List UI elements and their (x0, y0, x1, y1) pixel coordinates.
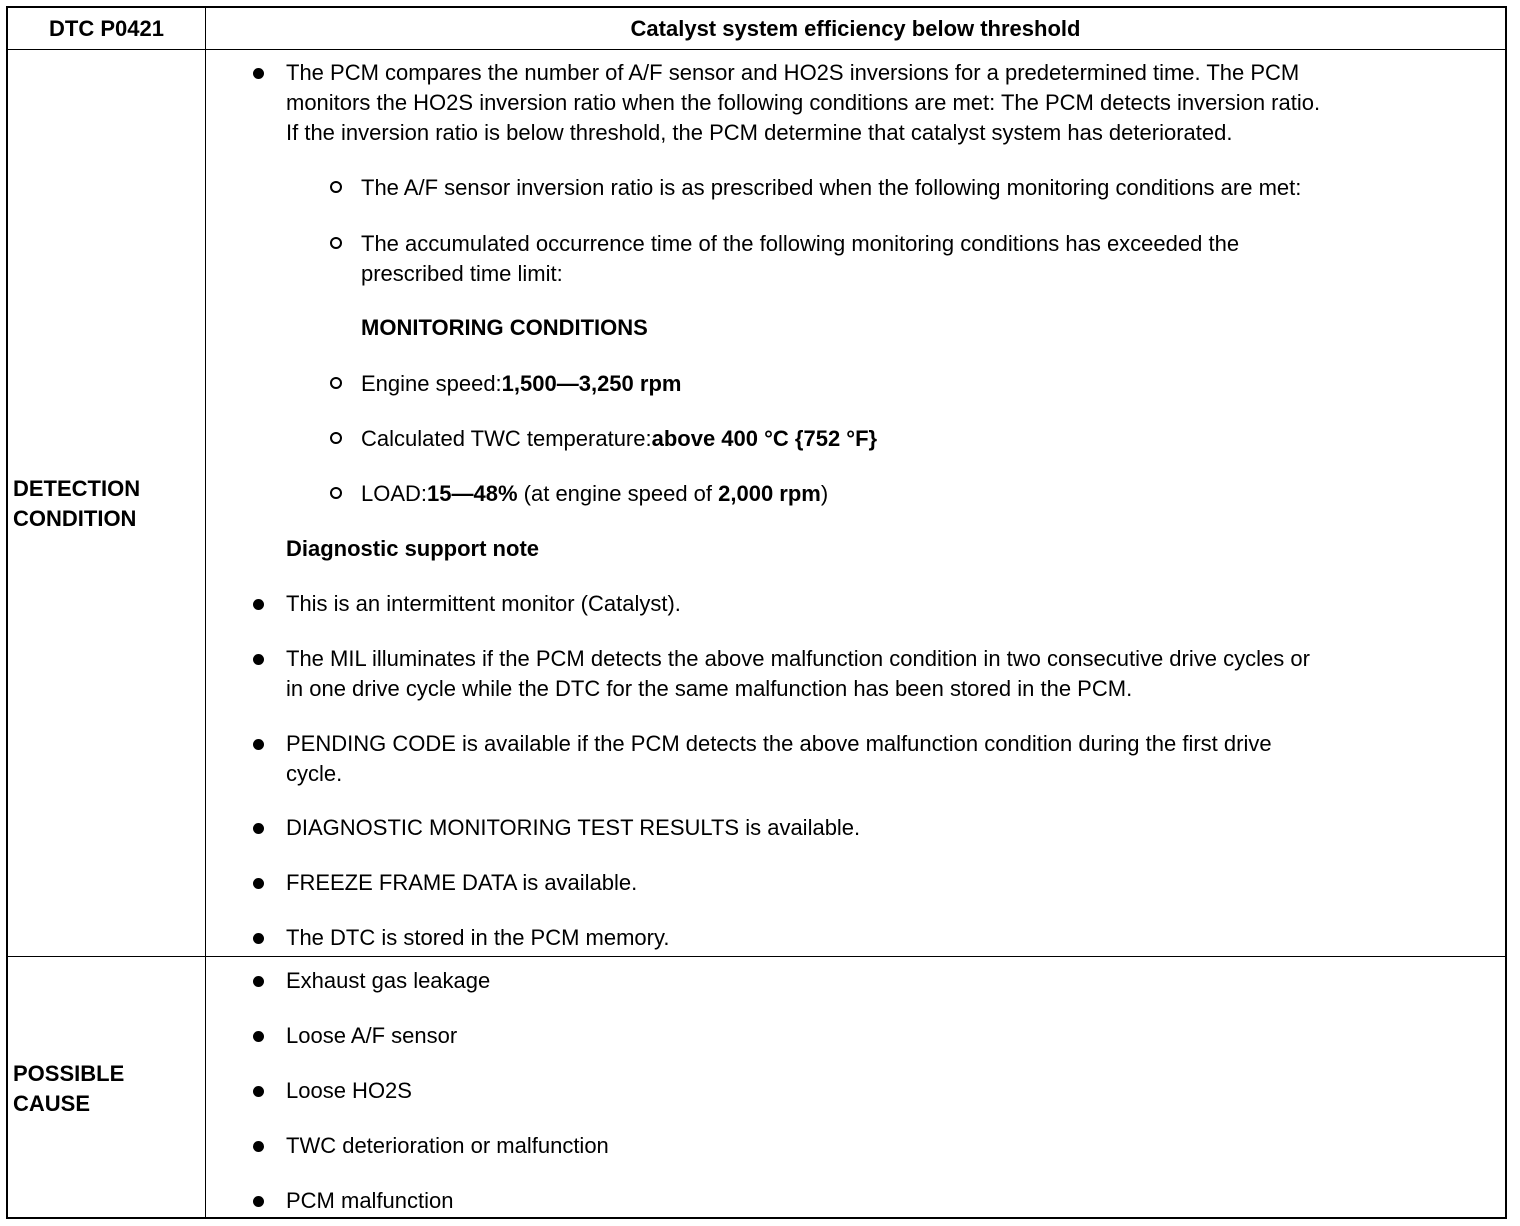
circle-bullet-icon (330, 487, 342, 499)
bullet-icon (253, 68, 264, 79)
intro-line: If the inversion ratio is below threshold, the PCM determine that catalyst system has deteriorated. (286, 120, 1233, 145)
possible-cause-label (13, 1059, 124, 1119)
note-item-cont: cycle. (286, 761, 343, 786)
bullet-icon (253, 739, 264, 750)
cause-item: PCM malfunction (286, 1188, 454, 1213)
bullet-icon (253, 654, 264, 665)
detection-label (13, 474, 140, 534)
column-divider (205, 8, 206, 1217)
cause-item: TWC deterioration or malfunction (286, 1133, 609, 1158)
cause-label-line1: POSSIBLE (13, 1061, 125, 1086)
circle-bullet-icon (330, 237, 342, 249)
bullet-icon (253, 599, 264, 610)
cause-item: Loose HO2S (286, 1078, 412, 1103)
intro-line: monitors the HO2S inversion ratio when the following conditions are met: The PCM detects inversion ratio. (286, 90, 1321, 115)
load-rpm: 2,000 rpm (718, 481, 821, 506)
twc-temperature-condition (361, 424, 877, 454)
load-mid: (at engine speed of (517, 481, 719, 506)
detection-label-line1: DETECTION (13, 476, 141, 501)
load-end: ) (820, 481, 829, 506)
cause-item: Loose A/F sensor (286, 1023, 458, 1048)
bullet-icon (253, 976, 264, 987)
dtc-table (6, 6, 1507, 1219)
note-item-cont: in one drive cycle while the DTC for the same malfunction has been stored in the PCM. (286, 676, 1133, 701)
detection-label-line2: CONDITION (13, 506, 137, 531)
bullet-icon (253, 1196, 264, 1207)
bullet-icon (253, 823, 264, 834)
bullet-icon (253, 933, 264, 944)
note-item: The DTC is stored in the PCM memory. (286, 925, 670, 950)
dtc-title: Catalyst system efficiency below threshold (630, 15, 1081, 41)
bullet-icon (253, 1141, 264, 1152)
engine-speed-label: Engine speed: (361, 371, 502, 396)
bullet-icon (253, 878, 264, 889)
dtc-code: DTC P0421 (49, 15, 164, 41)
load-label: LOAD: (361, 481, 428, 506)
twc-value: above 400 °C {752 °F} (651, 426, 878, 451)
note-item: This is an intermittent monitor (Catalyst). (286, 591, 681, 616)
intro-line: The PCM compares the number of A/F sensor and HO2S inversions for a predetermined time. The PCM (286, 60, 1300, 85)
note-item: The MIL illuminates if the PCM detects the above malfunction condition in two consecutive drive cycles or (286, 646, 1310, 671)
bullet-icon (253, 1086, 264, 1097)
bullet-icon (253, 1031, 264, 1042)
header-divider (8, 49, 1505, 50)
sub-item-2-cont: prescribed time limit: (361, 261, 563, 286)
twc-label: Calculated TWC temperature: (361, 426, 652, 451)
engine-speed-value: 1,500—3,250 rpm (501, 371, 682, 396)
engine-speed-condition (361, 369, 681, 399)
note-item: PENDING CODE is available if the PCM detects the above malfunction condition during the first drive (286, 731, 1272, 756)
support-note-heading: Diagnostic support note (286, 536, 539, 561)
row-divider (8, 956, 1505, 957)
load-condition (361, 479, 828, 509)
cause-item: Exhaust gas leakage (286, 968, 491, 993)
monitoring-heading: MONITORING CONDITIONS (361, 315, 648, 340)
note-item: FREEZE FRAME DATA is available. (286, 870, 638, 895)
circle-bullet-icon (330, 432, 342, 444)
cause-label-line2: CAUSE (13, 1091, 91, 1116)
sub-item-2: The accumulated occurrence time of the following monitoring conditions has exceeded the (361, 231, 1240, 256)
sub-item-1: The A/F sensor inversion ratio is as prescribed when the following monitoring conditions are met: (361, 175, 1302, 200)
circle-bullet-icon (330, 181, 342, 193)
note-item: DIAGNOSTIC MONITORING TEST RESULTS is available. (286, 815, 861, 840)
circle-bullet-icon (330, 377, 342, 389)
load-value: 15—48% (427, 481, 518, 506)
